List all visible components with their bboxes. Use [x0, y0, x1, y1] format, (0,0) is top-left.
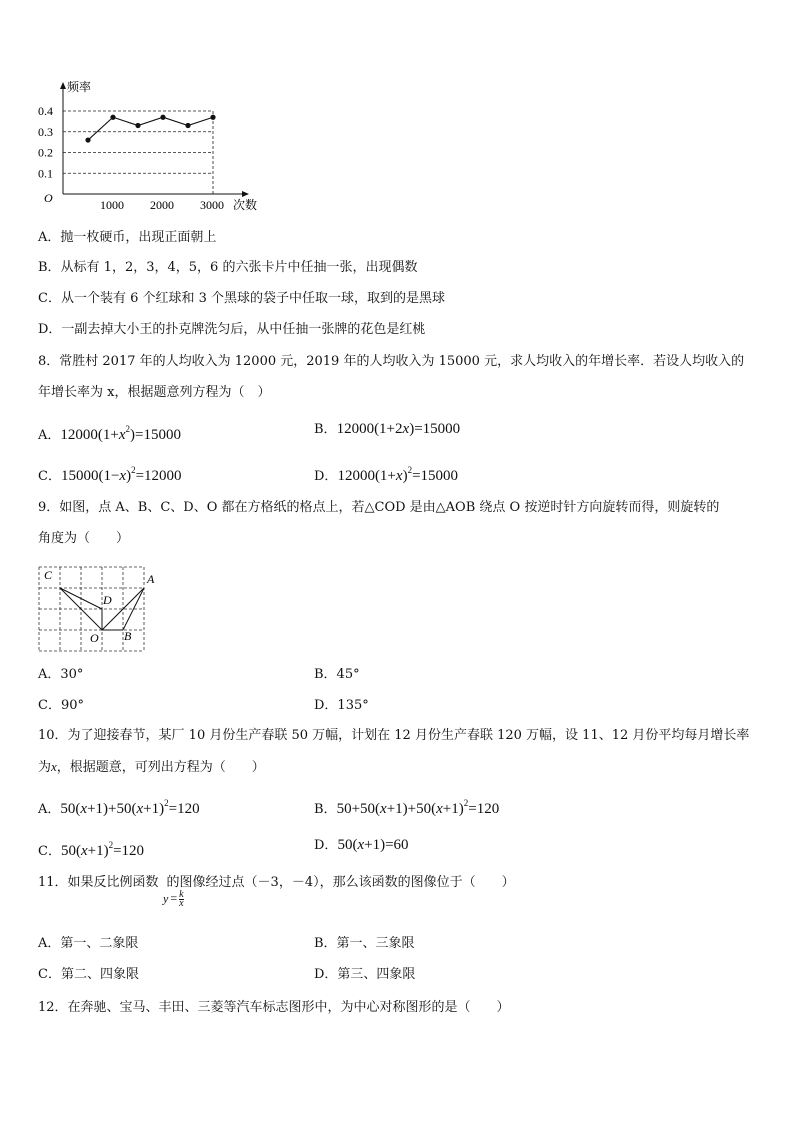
q11-option-d: D．第三、四象限 [314, 967, 416, 982]
y-tick-label: 0.4 [38, 104, 53, 118]
x-tick-label: 2000 [150, 198, 174, 212]
q9-option-a: A．30° [38, 667, 84, 682]
frequency-series-line [88, 117, 213, 140]
q8-stem-line1: 8．常胜村 2017 年的人均收入为 12000 元，2019 年的人均收入为 15000 元，求人均收入的年增长率．若设人均收入的 [38, 354, 745, 369]
q9-option-b: B．45° [314, 667, 360, 682]
q10-option-a: A．$50(x+1)+50(x+1)^2=120$ [38, 798, 200, 817]
data-point [110, 115, 115, 120]
origin-label: O [44, 191, 53, 205]
q7-option-c: C．从一个装有 6 个红球和 3 个黑球的袋子中任取一球，取到的是黑球 [38, 291, 446, 306]
y-axis-label: 频率 [67, 80, 92, 94]
q11-stem: 11．如果反比例函数 的图像经过点（－3，－4），那么该函数的图像位于（ ） [38, 875, 515, 890]
q10-stem-line1: 10．为了迎接春节，某厂 10 月份生产春联 50 万幅，计划在 12 月份生产春联 120 万幅，设 11、12 月份平均每月增长率 [38, 728, 750, 743]
q7-option-b: B．从标有 1，2，3，4，5，6 的六张卡片中任抽一张，出现偶数 [38, 260, 418, 275]
q8-option-d: D．$12000(1+x)^2=15000$ [314, 465, 459, 484]
q9-option-d: D．135° [314, 698, 369, 713]
data-point [85, 137, 90, 142]
point-label-d: D [103, 593, 112, 607]
q11-option-a: A．第一、二象限 [38, 936, 139, 951]
point-label-b: B [124, 629, 132, 643]
q8-option-c: C．$15000(1-x)^2=12000$ [38, 465, 182, 484]
rotation-grid-figure [34, 562, 164, 654]
q11-formula: $y = \frac{k}{x}$ [163, 889, 184, 909]
data-point [185, 123, 190, 128]
point-label-a: A [147, 572, 155, 586]
y-axis-arrow [60, 82, 66, 89]
x-tick-label: 1000 [100, 198, 124, 212]
q10-stem-line2: 为x，根据题意，可列出方程为（ ） [38, 759, 265, 775]
data-point [135, 123, 140, 128]
q7-option-a: A．抛一枚硬币，出现正面朝上 [38, 230, 217, 245]
y-tick-label: 0.2 [38, 145, 53, 160]
y-tick-label: 0.1 [38, 166, 53, 181]
q8-option-b: B．12000(1+2x)=15000 [314, 421, 461, 437]
frequency-chart [30, 78, 280, 218]
q9-stem-line1: 9．如图，点 A、B、C、D、O 都在方格纸的格点上，若△COD 是由△AOB 绕点 O 按逆时针方向旋转而得，则旋转的 [38, 500, 720, 515]
x-axis-label: 次数 [233, 198, 258, 212]
x-axis-arrow [242, 191, 249, 197]
q11-option-c: C．第二、四象限 [38, 967, 139, 982]
q10-option-d: D．50(x+1)=60 [314, 837, 409, 853]
data-point [160, 115, 165, 120]
q8-option-a: A．$12000(1+x^2)=15000$ [38, 424, 181, 443]
data-point [210, 115, 215, 120]
q9-stem-line2: 角度为（ ） [38, 531, 130, 546]
q11-option-b: B．第一、三象限 [314, 936, 415, 951]
q10-option-b: B．$50+50(x+1)+50(x+1)^2=120$ [314, 798, 500, 817]
q10-option-c: C．$50(x+1)^2=120$ [38, 840, 145, 859]
q8-stem-line2: 年增长率为 x，根据题意列方程为（ ） [38, 385, 271, 400]
q7-option-d: D．一副去掉大小王的扑克牌洗匀后，从中任抽一张牌的花色是红桃 [38, 322, 426, 337]
point-label-c: C [44, 568, 53, 582]
q9-option-c: C．90° [38, 698, 84, 713]
x-tick-label: 3000 [200, 198, 224, 212]
y-tick-label: 0.3 [38, 124, 53, 139]
segment-cd [60, 588, 102, 609]
q12-stem: 12．在奔驰、宝马、丰田、三菱等汽车标志图形中，为中心对称图形的是（ ） [38, 1000, 510, 1015]
point-label-o: O [90, 631, 99, 645]
